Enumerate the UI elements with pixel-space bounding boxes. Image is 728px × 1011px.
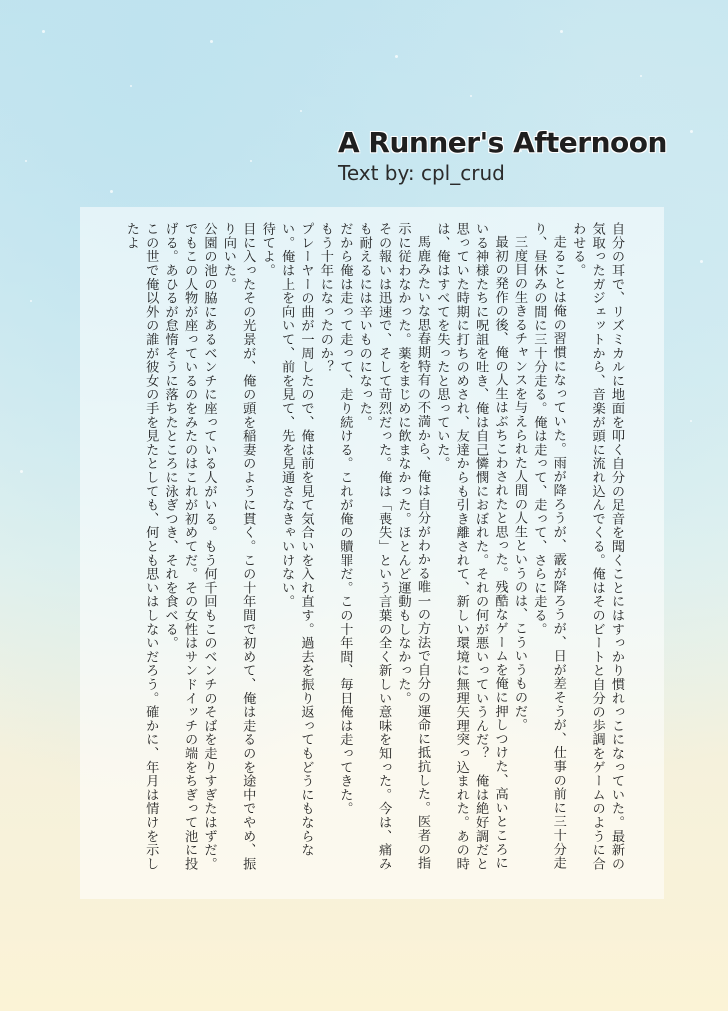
snow-speck: [700, 260, 703, 263]
story-paragraph: 走ることは俺の習慣になっていた。雨が降ろうが、霰が降ろうが、日が差そうが、仕事の前に三十分走り、昼休みの間に三十分走る。俺は走って、走って、さらに走る。: [531, 222, 566, 870]
snow-speck: [110, 190, 113, 193]
story-paragraph: もう十年になったのか？: [317, 222, 333, 374]
story-text: [82, 222, 626, 882]
snow-speck: [470, 95, 472, 97]
snow-speck: [395, 55, 398, 58]
snow-speck: [250, 160, 252, 162]
story-paragraph: 目に入ったその光景が、俺の頭を稲妻のように貫く。この十年間で初めて、俺は走るのを途中でやめ、振り向いた。: [220, 222, 256, 871]
story-paragraph: 自分の耳で、リズミカルに地面を叩く自分の足音を聞くことにはすっかり慣れっこになっていた。最新の気取ったガジェットから、音楽が頭に流れ込んでくる。俺はそのビートと自分の歩調をゲームのように合わせる。: [570, 222, 624, 871]
story-paragraph: だから俺は走って走って、走り続ける。これが俺の贖罪だ。この十年間、毎日俺は走ってきた。: [337, 222, 353, 816]
page-title: A Runner's Afternoon: [338, 126, 667, 159]
author-byline: Text by: cpl_crud: [338, 161, 505, 185]
snow-speck: [300, 110, 302, 112]
story-paragraph: その報いは迅速で、そして苛烈だった。俺は「喪失」という言葉の全く新しい意味を知った。今は、痛みも耐えるには辛いものになった。: [356, 222, 392, 871]
story-paragraph: プレーヤーの曲が一周したので、俺は前を見て気合いを入れ直す。過去を振り返ってもどうにもならない。俺は上を向いて、前を見て、先を見通さなきゃいけない。: [279, 222, 314, 857]
snow-speck: [560, 30, 563, 33]
story-paragraph: 馬鹿みたいな思春期特有の不満から、俺は自分がわかる唯一の方法で自分の運命に抵抗した。医者の指示に従わなかった。薬をまじめに飲まなかった。ほとんど運動もしなかった。: [395, 222, 430, 870]
snow-speck: [30, 300, 32, 302]
snow-speck: [640, 75, 642, 77]
snow-speck: [20, 470, 23, 473]
story-paragraph: この世で俺以外の誰が彼女の手を見たとしても、何とも思いはしないだろう。確かに、年月は情けを示したよ: [123, 222, 159, 871]
snow-speck: [690, 420, 692, 422]
story-paragraph: 最初の発作の後、俺の人生はぶちこわされたと思った。残酷なゲームを俺に押しつけた、高いところにいる神様たちに呪詛を吐き、俺は自己憐憫におぼれた。それの何が悪いっていうんだ？ 俺は絶好調だと思っていた時期に打ちのめされ、友達からも引き離されて、新しい環境に無理矢理突っ込まれた。あの時は、俺はすべてを失ったと思っていた。: [434, 222, 508, 871]
story-paragraph: 公園の池の脇にあるベンチに座っている人がいる。もう何千回もこのベンチのそばを走りすぎたはずだ。でもこの人物が座っているのをみたのはこれが初めてだ。その女性はサンドイッチの端をちぎって池に投げる。あひるが怠惰そうに落ちたところに泳ぎつき、それを食べる。: [162, 222, 217, 871]
story-paragraph: 待てよ。: [259, 222, 275, 278]
snow-speck: [42, 30, 45, 33]
title-block: [338, 126, 668, 185]
snow-speck: [25, 160, 27, 162]
snow-speck: [210, 40, 213, 43]
snow-speck: [130, 85, 132, 87]
snow-speck: [690, 130, 693, 133]
story-paragraph: 三度目の生きるチャンスを与えられた人間の人生というのは、こういうものだ。: [511, 235, 527, 732]
